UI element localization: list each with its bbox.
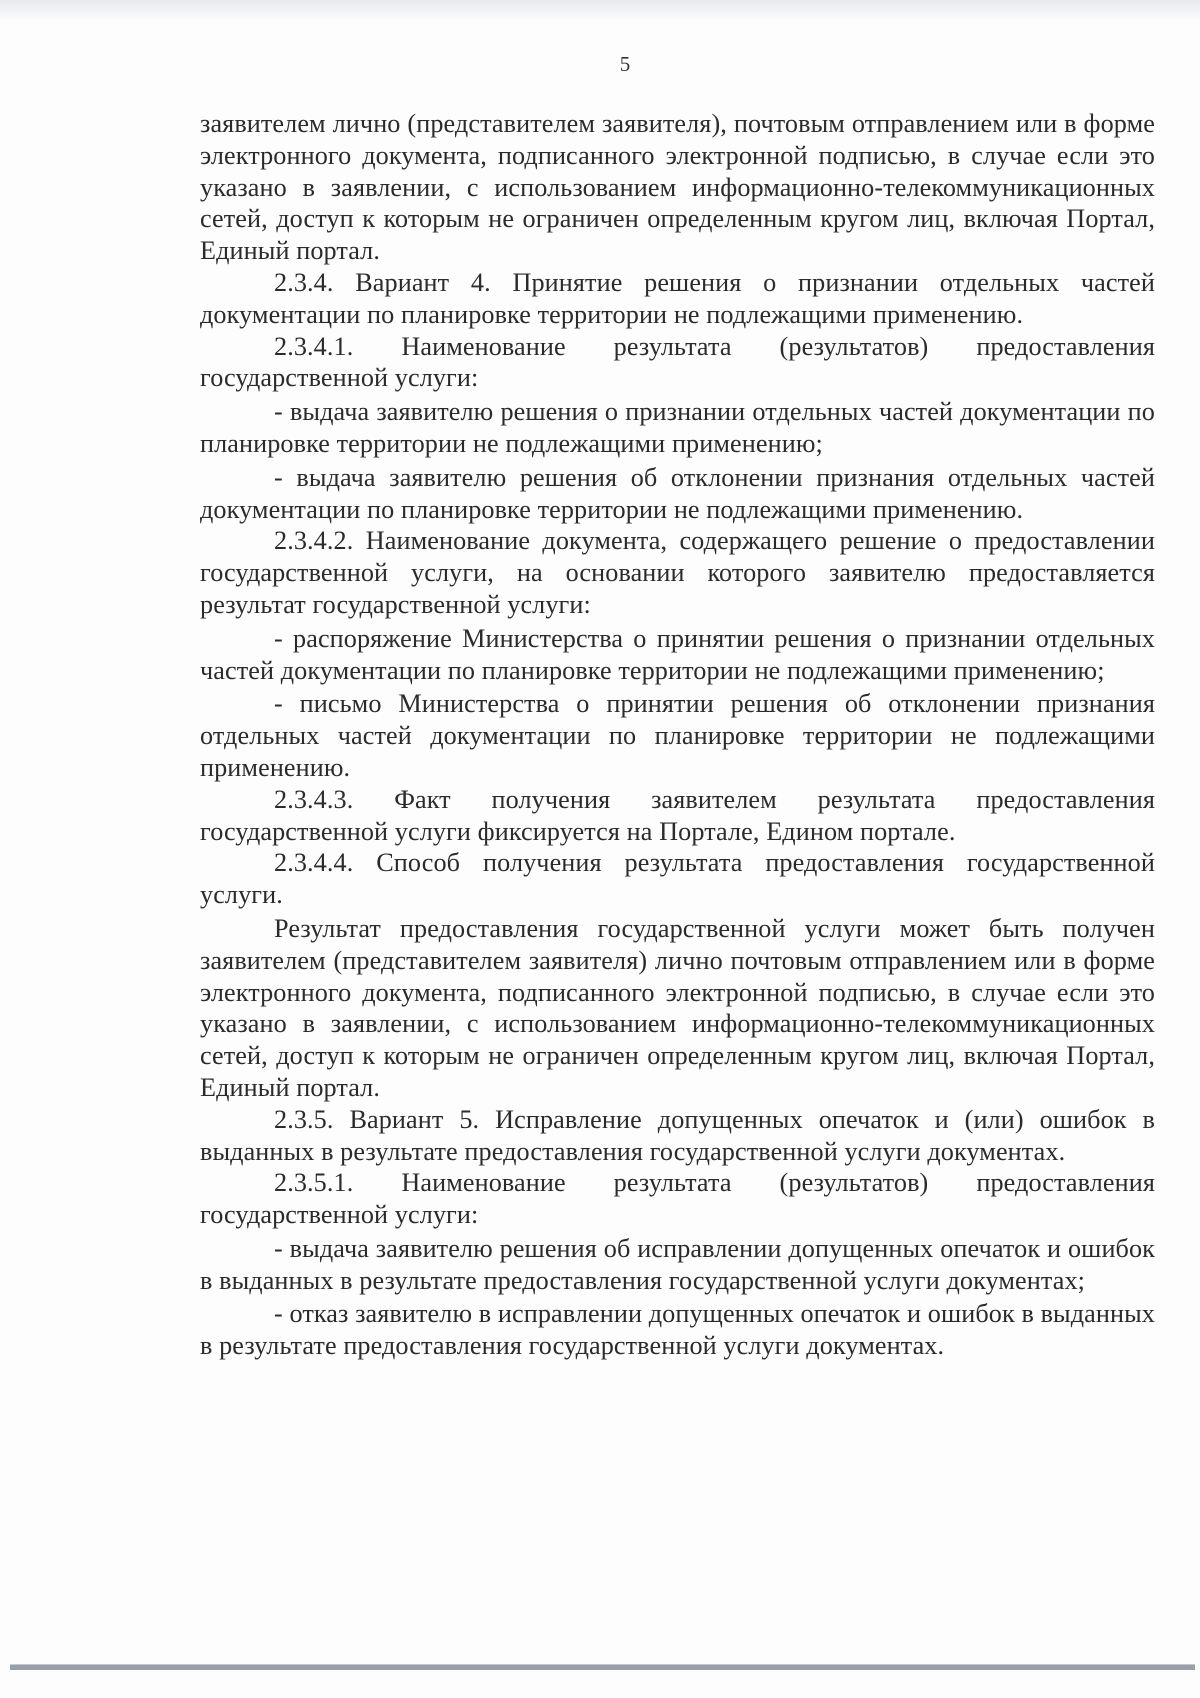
- document-body: [200, 108, 1155, 1362]
- paragraph-bullet: - выдача заявителю решения о признании отдельных частей документации по планировке территории не подлежащими применению;: [200, 397, 1155, 458]
- paragraph-bullet: - выдача заявителю решения об исправлении допущенных опечаток и ошибок в выданных в результате предоставления государственной услуги документах;: [200, 1233, 1155, 1295]
- paragraph-section-2-3-5: 2.3.5. Вариант 5. Исправление допущенных опечаток и (или) ошибок в выданных в результате предоставления государственной услуги документах.: [200, 1104, 1155, 1166]
- paragraph-result-method: Результат предоставления государственной услуги может быть получен заявителем (представителем заявителя) лично почтовым отправлением или в форме электронного документа, подписанного электронной подписью, в случае если это указано в заявлении, с использованием информационно-телекоммуникационных сетей, доступ к которым не ограничен определенным кругом лиц, включая Портал, Единый портал.: [200, 913, 1155, 1102]
- paragraph-section-2-3-4-3: 2.3.4.3. Факт получения заявителем результата предоставления государственной услуги фиксируется на Портале, Едином портале.: [200, 784, 1155, 846]
- paragraph-continuation: заявителем лично (представителем заявителя), почтовым отправлением или в форме электронного документа, подписанного электронной подписью, в случае если это указано в заявлении, с использованием информационно-телекоммуникационных сетей, доступ к которым не ограничен определенным кругом лиц, включая Портал, Единый портал.: [200, 109, 1155, 266]
- scan-top-edge: [0, 0, 1200, 22]
- paragraph-section-2-3-4-4: 2.3.4.4. Способ получения результата предоставления государственной услуги.: [200, 848, 1155, 910]
- paragraph-section-2-3-4-2: 2.3.4.2. Наименование документа, содержащего решение о предоставлении государственной услуги, на основании которого заявителю предоставляется результат государственной услуги:: [200, 526, 1155, 619]
- paragraph-section-2-3-4-1: 2.3.4.1. Наименование результата (результатов) предоставления государственной услуги:: [200, 331, 1155, 393]
- paragraph-section-2-3-4: 2.3.4. Вариант 4. Принятие решения о признании отдельных частей документации по планировке территории не подлежащими применению.: [200, 267, 1155, 329]
- paragraph-bullet: - выдача заявителю решения об отклонении признания отдельных частей документации по планировке территории не подлежащими применению.: [200, 462, 1155, 524]
- paragraph-bullet: - отказ заявителю в исправлении допущенных опечаток и ошибок в выданных в результате предоставления государственной услуги документах.: [200, 1299, 1155, 1361]
- page-number: 5: [619, 52, 631, 76]
- paragraph-bullet: - письмо Министерства о принятии решения об отклонении признания отдельных частей документации по планировке территории не подлежащими применению.: [200, 689, 1155, 782]
- scan-bottom-rule: [10, 1664, 1195, 1670]
- paragraph-section-2-3-5-1: 2.3.5.1. Наименование результата (результатов) предоставления государственной услуги:: [200, 1168, 1155, 1230]
- paragraph-bullet: - распоряжение Министерства о принятии решения о признании отдельных частей документации по планировке территории не подлежащими применению;: [200, 623, 1155, 685]
